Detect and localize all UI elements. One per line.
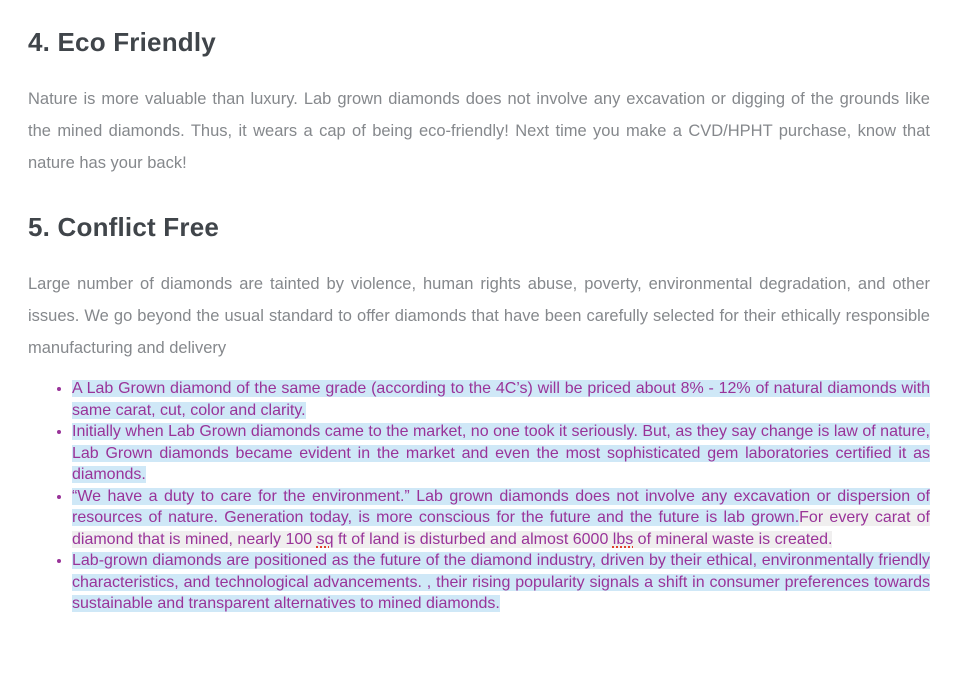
- highlighted-bullet-list: [28, 378, 930, 615]
- highlighted-text: Lab-grown diamonds are positioned as the future of the diamond industry, driven by their ethical, environmentally friendly characteristics, and technological advancements. , their rising popularity signals a shift in consumer preferences towards sustainable and transparent alternatives to mined diamonds.: [72, 552, 930, 612]
- spellcheck-word-lbs: lbs: [612, 530, 634, 548]
- highlighted-text: A Lab Grown diamond of the same grade (according to the 4C’s) will be priced about 8% - 12% of natural diamonds with same carat, cut, color and clarity.: [72, 380, 930, 419]
- list-item-pricing: [72, 378, 930, 421]
- list-item-market-acceptance: [72, 421, 930, 486]
- list-item-future-industry: [72, 550, 930, 615]
- highlighted-text: of mineral waste is created.: [633, 530, 833, 548]
- highlighted-text: ft of land is disturbed and almost 6000: [333, 530, 613, 548]
- list-item-environment: [72, 486, 930, 551]
- highlighted-text: For every carat of diamond that is mined, nearly 100: [72, 509, 931, 548]
- eco-friendly-paragraph: Nature is more valuable than luxury. Lab grown diamonds does not involve any excavation or digging of the grounds like the mined diamonds. Thus, it wears a cap of being eco-friendly! Next time you make a CVD/HPHT purchase, know that nature has your back!: [28, 90, 930, 172]
- highlighted-text: “We have a duty to care for the environment.” Lab grown diamonds does not involve any excavation or dispersion of resources of nature. Generation today, is more conscious for the future and the future is lab grown.: [72, 487, 930, 526]
- section-heading-conflict-free: 5. Conflict Free: [28, 212, 220, 242]
- highlighted-text: Initially when Lab Grown diamonds came to the market, no one took it seriously. But, as they say change is law of nature, Lab Grown diamonds became evident in the market and even the most sophisticated gem laboratories certified it as diamonds.: [72, 423, 930, 483]
- spellcheck-word-sq: sq: [316, 530, 334, 548]
- conflict-free-paragraph: Large number of diamonds are tainted by violence, human rights abuse, poverty, environmental degradation, and other issues. We go beyond the usual standard to offer diamonds that have been carefully selected for their ethically responsible manufacturing and delivery: [28, 275, 930, 357]
- section-heading-eco-friendly: 4. Eco Friendly: [28, 27, 216, 57]
